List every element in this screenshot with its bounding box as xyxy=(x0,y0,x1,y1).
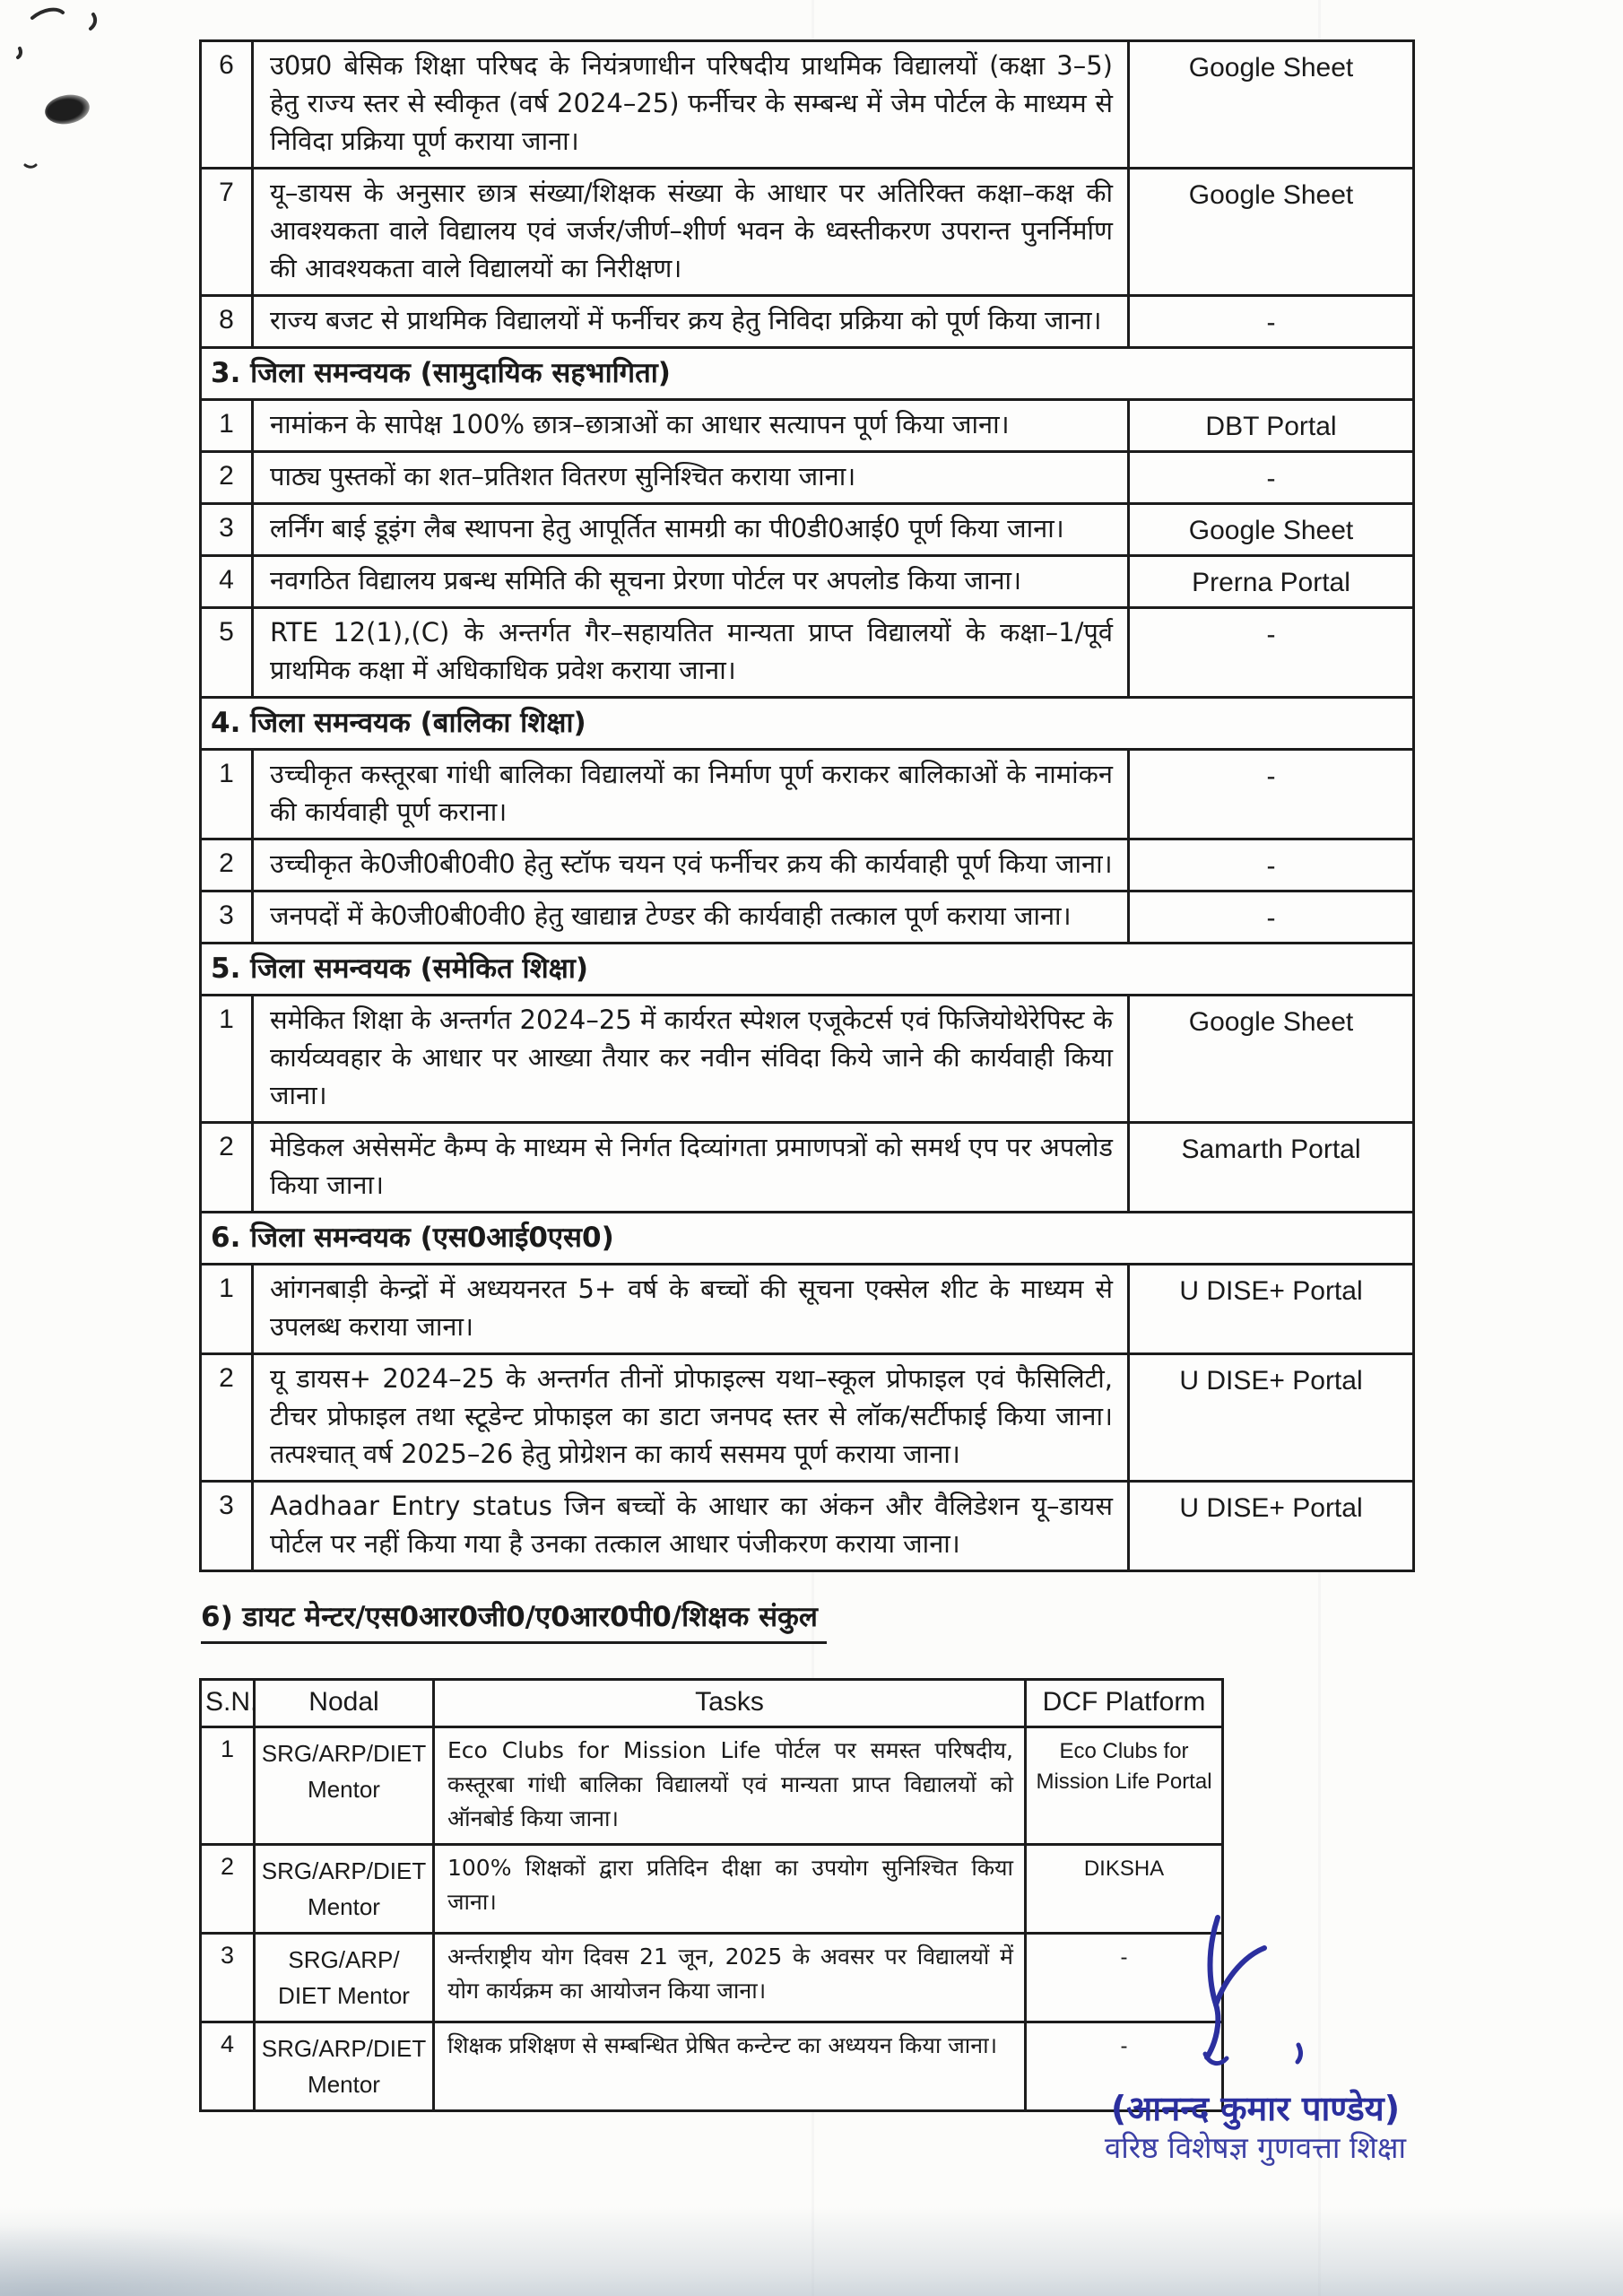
serial-cell: 2 xyxy=(201,1123,253,1213)
serial-cell: 1 xyxy=(201,400,253,452)
table-row xyxy=(201,1265,1414,1354)
platform-cell: Google Sheet xyxy=(1129,996,1414,1123)
task-cell: आंगनबाड़ी केन्द्रों में अध्ययनरत 5+ वर्ष के बच्चों की सूचना एक्सेल शीट के माध्यम से उपलब्ध कराया जाना। xyxy=(253,1265,1129,1354)
nodal-cell: SRG/ARP/ DIET Mentor xyxy=(255,1934,434,2022)
table-row xyxy=(201,296,1414,348)
table-row xyxy=(201,1354,1414,1482)
table-row xyxy=(201,1482,1414,1571)
task-cell: उच्चीकृत के0जी0बी0वी0 हेतु स्टॉफ चयन एवं फर्नीचर क्रय की कार्यवाही पूर्ण किया जाना। xyxy=(253,839,1129,891)
serial-cell: 1 xyxy=(201,1265,253,1354)
task-cell: नवगठित विद्यालय प्रबन्ध समिति की सूचना प्रेरणा पोर्टल पर अपलोड किया जाना। xyxy=(253,556,1129,608)
platform-cell: - xyxy=(1129,452,1414,504)
signature-block xyxy=(968,2088,1542,2167)
section-header: 6. जिला समन्वयक (एस0आई0एस0) xyxy=(201,1213,1414,1265)
platform-cell: - xyxy=(1129,296,1414,348)
scan-corner-shadow xyxy=(0,2224,430,2296)
task-cell: नामांकन के सापेक्ष 100% छात्र–छात्राओं का आधार सत्यापन पूर्ण किया जाना। xyxy=(253,400,1129,452)
serial-cell: 1 xyxy=(201,996,253,1123)
platform-cell: Google Sheet xyxy=(1129,41,1414,169)
task-cell: लर्निंग बाई डूइंग लैब स्थापना हेतु आपूर्तित सामग्री का पी0डी0आई0 पूर्ण किया जाना। xyxy=(253,504,1129,556)
platform-cell: - xyxy=(1129,891,1414,944)
handwritten-signature xyxy=(1164,1910,1352,2093)
platform-cell: U DISE+ Portal xyxy=(1129,1354,1414,1482)
platform-cell: Eco Clubs for Mission Life Portal xyxy=(1026,1727,1223,1845)
table-row xyxy=(201,1123,1414,1213)
table-row xyxy=(201,1727,1223,1845)
serial-cell: 8 xyxy=(201,296,253,348)
platform-cell: Prerna Portal xyxy=(1129,556,1414,608)
serial-cell: 3 xyxy=(201,891,253,944)
serial-cell: 5 xyxy=(201,608,253,698)
signatory-designation: वरिष्ठ विशेषज्ञ गुणवत्ता शिक्षा xyxy=(1104,2130,1407,2165)
table-row xyxy=(201,504,1414,556)
header-sn: S.N. xyxy=(201,1680,255,1727)
platform-cell: - xyxy=(1026,1934,1223,2022)
section-header: 3. जिला समन्वयक (सामुदायिक सहभागिता) xyxy=(201,348,1414,400)
serial-cell: 2 xyxy=(201,452,253,504)
section-header: 4. जिला समन्वयक (बालिका शिक्षा) xyxy=(201,698,1414,750)
platform-cell: - xyxy=(1129,750,1414,839)
nodal-cell: SRG/ARP/DIET Mentor xyxy=(255,1845,434,1934)
platform-cell: U DISE+ Portal xyxy=(1129,1482,1414,1571)
task-cell: समेकित शिक्षा के अन्तर्गत 2024–25 में कार्यरत स्पेशल एजूकेटर्स एवं फिजियोथेरेपिस्ट के कार्यव्यवहार के आधार पर आख्या तैयार कर नवीन संविदा किये जाने की कार्यवाही किया जाना। xyxy=(253,996,1129,1123)
table-row xyxy=(201,169,1414,296)
section-header: 5. जिला समन्वयक (समेकित शिक्षा) xyxy=(201,944,1414,996)
serial-cell: 3 xyxy=(201,1482,253,1571)
pen-scribble-marks xyxy=(7,2,142,185)
task-cell: RTE 12(1),(C) के अन्तर्गत गैर–सहायतित मान्यता प्राप्त विद्यालयों के कक्षा–1/पूर्व प्राथमिक कक्षा में अधिकाधिक प्रवेश कराया जाना। xyxy=(253,608,1129,698)
task-cell: उ0प्र0 बेसिक शिक्षा परिषद के नियंत्रणाधीन परिषदीय प्राथमिक विद्यालयों (कक्षा 3–5) हेतु राज्य स्तर से स्वीकृत (वर्ष 2024–25) फर्नीचर के सम्बन्ध में जेम पोर्टल के माध्यम से निविदा प्रक्रिया पूर्ण कराया जाना। xyxy=(253,41,1129,169)
task-cell: 100% शिक्षकों द्वारा प्रतिदिन दीक्षा का उपयोग सुनिश्चित किया जाना। xyxy=(434,1845,1026,1934)
platform-cell: - xyxy=(1129,839,1414,891)
table-row xyxy=(201,400,1414,452)
section-header-row xyxy=(201,944,1414,996)
table-row xyxy=(201,452,1414,504)
task-cell: अर्न्तराष्ट्रीय योग दिवस 21 जून, 2025 के अवसर पर विद्यालयों में योग कार्यक्रम का आयोजन किया जाना। xyxy=(434,1934,1026,2022)
table-row xyxy=(201,839,1414,891)
task-cell: Aadhaar Entry status जिन बच्चों के आधार का अंकन और वैलिडेशन यू–डायस पोर्टल पर नहीं किया गया है उनका तत्काल आधार पंजीकरण कराया जाना। xyxy=(253,1482,1129,1571)
table-row xyxy=(201,41,1414,169)
header-dcf-platform: DCF Platform xyxy=(1026,1680,1223,1727)
table-row xyxy=(201,750,1414,839)
header-nodal: Nodal xyxy=(255,1680,434,1727)
task-cell: पाठ्य पुस्तकों का शत–प्रतिशत वितरण सुनिश्चित कराया जाना। xyxy=(253,452,1129,504)
platform-cell: Google Sheet xyxy=(1129,169,1414,296)
section-header-row xyxy=(201,348,1414,400)
platform-cell: - xyxy=(1129,608,1414,698)
serial-cell: 6 xyxy=(201,41,253,169)
table-row xyxy=(201,996,1414,1123)
platform-cell: U DISE+ Portal xyxy=(1129,1265,1414,1354)
header-tasks: Tasks xyxy=(434,1680,1026,1727)
table-row xyxy=(201,608,1414,698)
nodal-cell: SRG/ARP/DIET Mentor xyxy=(255,1727,434,1845)
mentor-tasks-table xyxy=(199,1678,1224,2112)
table-header-row xyxy=(201,1680,1223,1727)
document-content xyxy=(199,39,1412,2112)
serial-cell: 4 xyxy=(201,556,253,608)
task-cell: Eco Clubs for Mission Life पोर्टल पर समस्त परिषदीय, कस्तूरबा गांधी बालिका विद्यालयों एवं मान्यता प्राप्त विद्यालयों को ऑनबोर्ड किया जाना। xyxy=(434,1727,1026,1845)
serial-cell: 2 xyxy=(201,839,253,891)
task-cell: राज्य बजट से प्राथमिक विद्यालयों में फर्नीचर क्रय हेतु निविदा प्रक्रिया को पूर्ण किया जाना। xyxy=(253,296,1129,348)
task-cell: यू–डायस के अनुसार छात्र संख्या/शिक्षक संख्या के आधार पर अतिरिक्त कक्षा–कक्ष की आवश्यकता वाले विद्यालय एवं जर्जर/जीर्ण–शीर्ण भवन के ध्वस्तीकरण उपरान्त पुनर्निर्माण की आवश्यकता वाले विद्यालयों का निरीक्षण। xyxy=(253,169,1129,296)
serial-cell: 1 xyxy=(201,1727,255,1845)
table-row xyxy=(201,556,1414,608)
section-header-row xyxy=(201,1213,1414,1265)
platform-cell: Samarth Portal xyxy=(1129,1123,1414,1213)
table-row xyxy=(201,891,1414,944)
serial-cell: 2 xyxy=(201,1845,255,1934)
platform-cell: - xyxy=(1026,2022,1223,2111)
serial-cell: 1 xyxy=(201,750,253,839)
serial-cell: 4 xyxy=(201,2022,255,2111)
serial-cell: 3 xyxy=(201,504,253,556)
platform-cell: DBT Portal xyxy=(1129,400,1414,452)
signatory-name: (आनन्द कुमार पाण्डेय) xyxy=(1110,2089,1401,2128)
task-cell: मेडिकल असेसमेंट कैम्प के माध्यम से निर्गत दिव्यांगता प्रमाणपत्रों को समर्थ एप पर अपलोड किया जाना। xyxy=(253,1123,1129,1213)
table-row xyxy=(201,1934,1223,2022)
task-cell: उच्चीकृत कस्तूरबा गांधी बालिका विद्यालयों का निर्माण पूर्ण कराकर बालिकाओं के नामांकन की कार्यवाही पूर्ण कराना। xyxy=(253,750,1129,839)
nodal-cell: SRG/ARP/DIET Mentor xyxy=(255,2022,434,2111)
serial-cell: 7 xyxy=(201,169,253,296)
platform-cell: Google Sheet xyxy=(1129,504,1414,556)
task-cell: जनपदों में के0जी0बी0वी0 हेतु खाद्यान्न टेण्डर की कार्यवाही तत्काल पूर्ण कराया जाना। xyxy=(253,891,1129,944)
task-cell: शिक्षक प्रशिक्षण से सम्बन्धित प्रेषित कन्टेन्ट का अध्ययन किया जाना। xyxy=(434,2022,1026,2111)
table-row xyxy=(201,1845,1223,1934)
serial-cell: 3 xyxy=(201,1934,255,2022)
tasks-table xyxy=(199,39,1415,1572)
serial-cell: 2 xyxy=(201,1354,253,1482)
task-cell: यू डायस+ 2024–25 के अन्तर्गत तीनों प्रोफाइल्स यथा–स्कूल प्रोफाइल एवं फैसिलिटी, टीचर प्रोफाइल तथा स्टूडेन्ट प्रोफाइल का डाटा जनपद स्तर से लॉक/सर्टीफाई किया जाना। तत्पश्चात् वर्ष 2025–26 हेतु प्रोग्रेशन का कार्य ससमय पूर्ण कराया जाना। xyxy=(253,1354,1129,1482)
platform-cell: DIKSHA xyxy=(1026,1845,1223,1934)
mentor-section-heading: 6) डायट मेन्टर/एस0आर0जी0/ए0आर0पी0/शिक्षक संकुल xyxy=(201,1597,827,1644)
section-header-row xyxy=(201,698,1414,750)
